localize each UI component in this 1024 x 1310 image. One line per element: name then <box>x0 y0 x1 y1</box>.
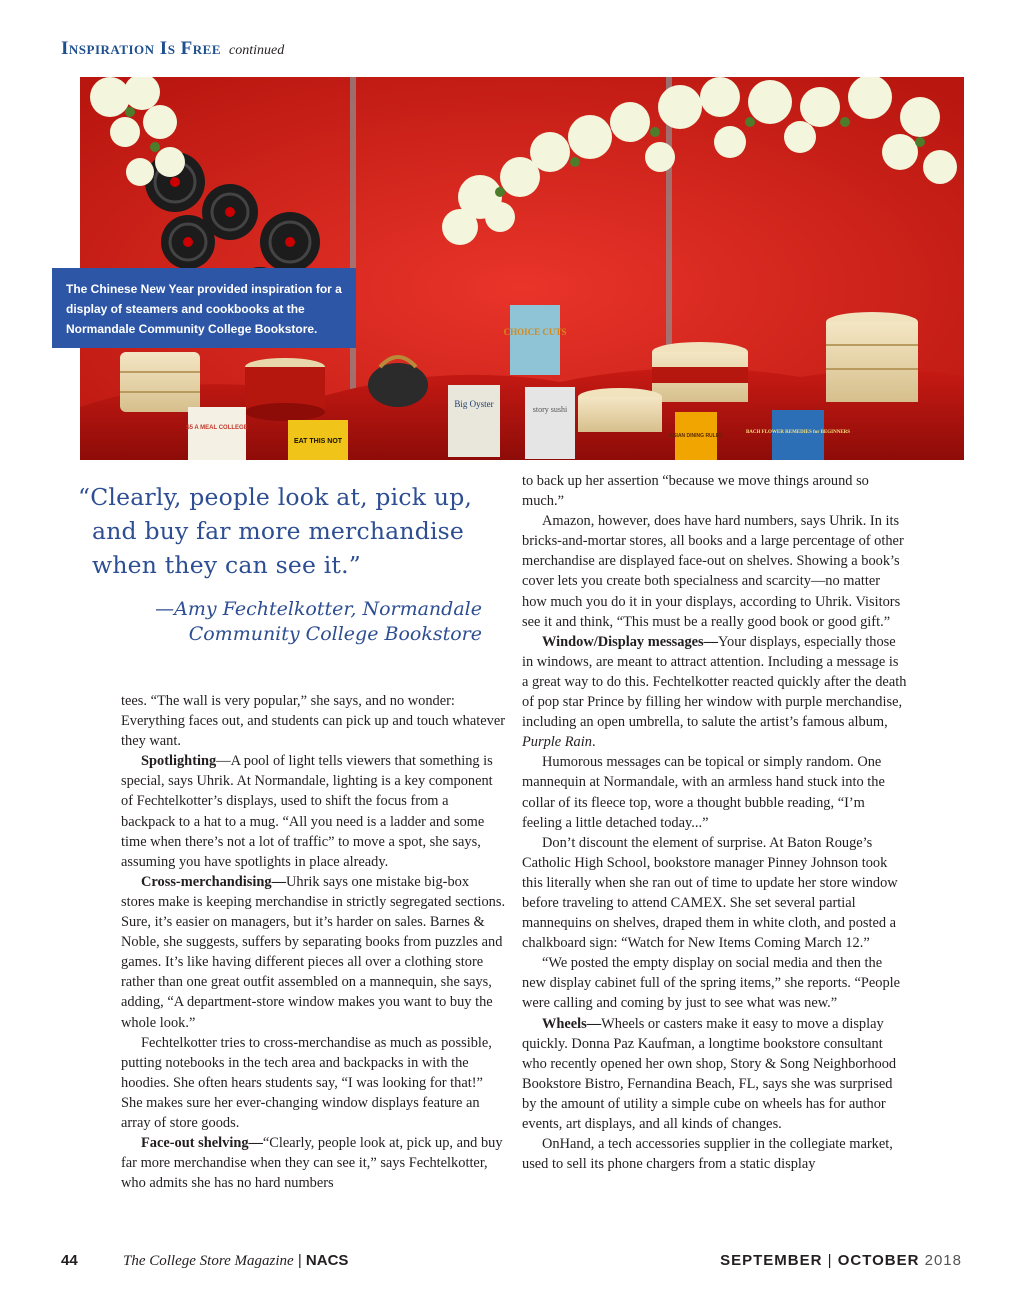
book-title: story sushi <box>532 405 568 414</box>
subhead: Spotlighting <box>141 753 217 770</box>
subhead: Cross-merchandising— <box>141 873 286 890</box>
issue-month: OCTOBER <box>837 1252 920 1269</box>
paragraph <box>121 1133 506 1193</box>
paragraph: OnHand, a tech accessories supplier in the collegiate market, used to sell its phone chargers from a static display <box>522 1136 893 1173</box>
pull-quote-line: and buy far more merchandise <box>92 517 465 545</box>
magazine-name <box>123 1252 348 1270</box>
subhead: Wheels— <box>542 1015 602 1032</box>
paragraph: to back up her assertion “because we move things around so much.” <box>522 473 869 510</box>
book-title: CHOICE CUTS <box>503 327 567 337</box>
magazine-title: The College Store Magazine <box>123 1253 294 1269</box>
paper-fan <box>260 212 320 272</box>
issue-date <box>720 1252 962 1269</box>
pull-quote-line: “Clearly, people look at, pick up, <box>78 483 473 511</box>
subhead: Window/Display messages— <box>542 633 719 650</box>
book-title: EAT THIS NOT <box>293 438 343 445</box>
paragraph: “We posted the empty display on social media and then the new display cabinet full of the spring items,” she reports. “People were calling and coming by just to see what was new.” <box>522 955 901 1012</box>
subhead: Face-out shelving— <box>141 1135 263 1152</box>
book-cover <box>504 305 567 375</box>
footer-separator: | <box>827 1252 833 1269</box>
book-title: ASIAN DINING RULES <box>669 433 723 439</box>
paragraph: Fechtelkotter tries to cross-merchandise as much as possible, putting notebooks in the tech area and backpacks in with the hoodies. She often hears students say, “I was looking for that!” She makes sure her ever-changing window displays feature an array of store goods. <box>121 1034 492 1131</box>
issue-year: 2018 <box>924 1252 962 1269</box>
paragraph-text: —A pool of light tells viewers that something is special, says Uhrik. At Normandale, lighting is a key component of Fechtelkotter’s displays, used to shift the focus from a backpack to a hat to a mug. “All you need is a ladder and some time when there’s not a lot of traffic” to move a spot, she says, assuming you have spotlights in place already. <box>121 753 493 870</box>
pull-quote-attribution: —Amy Fechtelkotter, Normandale <box>155 598 482 620</box>
paragraph-text: Your displays, especially those in windows, are meant to attract attention. Including a message is a great way to do this. Fechtelkotter reacted quickly after the death of pop star Prince by filling her window with purple merchandise, including an open umbrella, to salute the artist’s famous album, <box>522 633 907 731</box>
paragraph-text: . <box>591 734 596 751</box>
paragraph: Amazon, however, does have hard numbers, says Uhrik. In its bricks-and-mortar stores, all books and a large percentage of other merchandise are displayed face-out on shelves. Showing a book’s cover lets you create both specialness and scarcity—no matter how much you do it in your displays, according to Uhrik. Visitors see it and think, “This must be a really good book or good gift.” <box>522 513 904 630</box>
paragraph: Humorous messages can be topical or simply random. One mannequin at Normandale, with an armless hand stuck into the collar of its fleece top, wore a thought bubble reading, “I’m feeling a little detached today...” <box>522 754 885 831</box>
issue-month: SEPTEMBER <box>720 1252 823 1269</box>
bamboo-steamer <box>826 312 918 402</box>
paper-fan <box>161 215 215 269</box>
book-cover <box>288 420 348 460</box>
book-cover <box>670 412 723 460</box>
book-title: $5 A MEAL COLLEGE <box>186 425 248 431</box>
footer-separator: | <box>297 1252 302 1269</box>
book-title: Big Oyster <box>454 399 494 409</box>
org-name: NACS <box>305 1252 349 1269</box>
pull-quote-line: when they can see it.” <box>92 551 361 579</box>
section-header <box>61 38 284 60</box>
pull-quote-attribution: Community College Bookstore <box>188 623 482 645</box>
section-kicker: Inspiration Is Free <box>61 38 222 59</box>
paragraph <box>522 632 907 753</box>
bamboo-steamer <box>578 388 662 432</box>
bamboo-steamer <box>652 342 748 402</box>
paragraph: tees. “The wall is very popular,” she says, and no wonder: Everything faces out, and students can pick up and touch whatever they want. <box>121 693 506 750</box>
page-footer <box>0 1250 1024 1274</box>
album-title: Purple Rain <box>522 734 592 751</box>
paragraph-text: “Clearly, people look at, pick up, and buy far more merchandise when they can see it,” says Fechtelkotter, who admits she has no hard numbers <box>121 1135 503 1192</box>
book-cover <box>525 387 575 459</box>
page-number: 44 <box>61 1252 78 1269</box>
paragraph <box>522 1014 907 1135</box>
bamboo-steamer <box>120 352 200 412</box>
paragraph-text: Uhrik says one mistake big-box stores make is keeping merchandise in strictly segregated sections. Sure, it’s easier on managers, but it’s harder on sales. Barnes & Noble, she suggests, suffers by separating books from puzzles and games. It’s like having different pieces all over a clothing store rather than one great outfit assembled on a mannequin, she says, adding, “A department-store window makes you want to buy the whole look.” <box>121 873 506 1031</box>
paragraph-text: Wheels or casters make it easy to move a display quickly. Donna Paz Kaufman, a longtime bookstore consultant who recently opened her own shop, Story & Song Neighborhood Bookstore Bistro, Fernandina Beach, FL, says she was surprised by the amount of utility a simple cube on wheels has for author events, art displays, and all kinds of changes. <box>522 1015 897 1132</box>
photo-caption: The Chinese New Year provided inspiration for a display of steamers and cookbooks at the Normandale Community College Bookstore. <box>52 268 356 348</box>
red-steamer <box>245 358 325 421</box>
paragraph <box>121 872 506 1033</box>
book-title: BACH FLOWER REMEDIES for BEGINNERS <box>745 430 851 435</box>
pull-quote <box>78 480 486 647</box>
paragraph: Don’t discount the element of surprise. At Baton Rouge’s Catholic High School, bookstore manager Pinney Johnson took this literally when she ran out of time to update her store window before traveling to attend CAMEX. She set several partial mannequins on shelves, draped them in white cloth, and posted a chalkboard sign: “Watch for New Items Coming March 12.” <box>522 834 898 952</box>
continued-label: continued <box>229 43 285 58</box>
article-column-left <box>121 691 506 1193</box>
paragraph <box>121 751 506 872</box>
book-cover <box>186 407 247 460</box>
book-cover <box>448 385 500 457</box>
article-column-right <box>522 471 907 1174</box>
